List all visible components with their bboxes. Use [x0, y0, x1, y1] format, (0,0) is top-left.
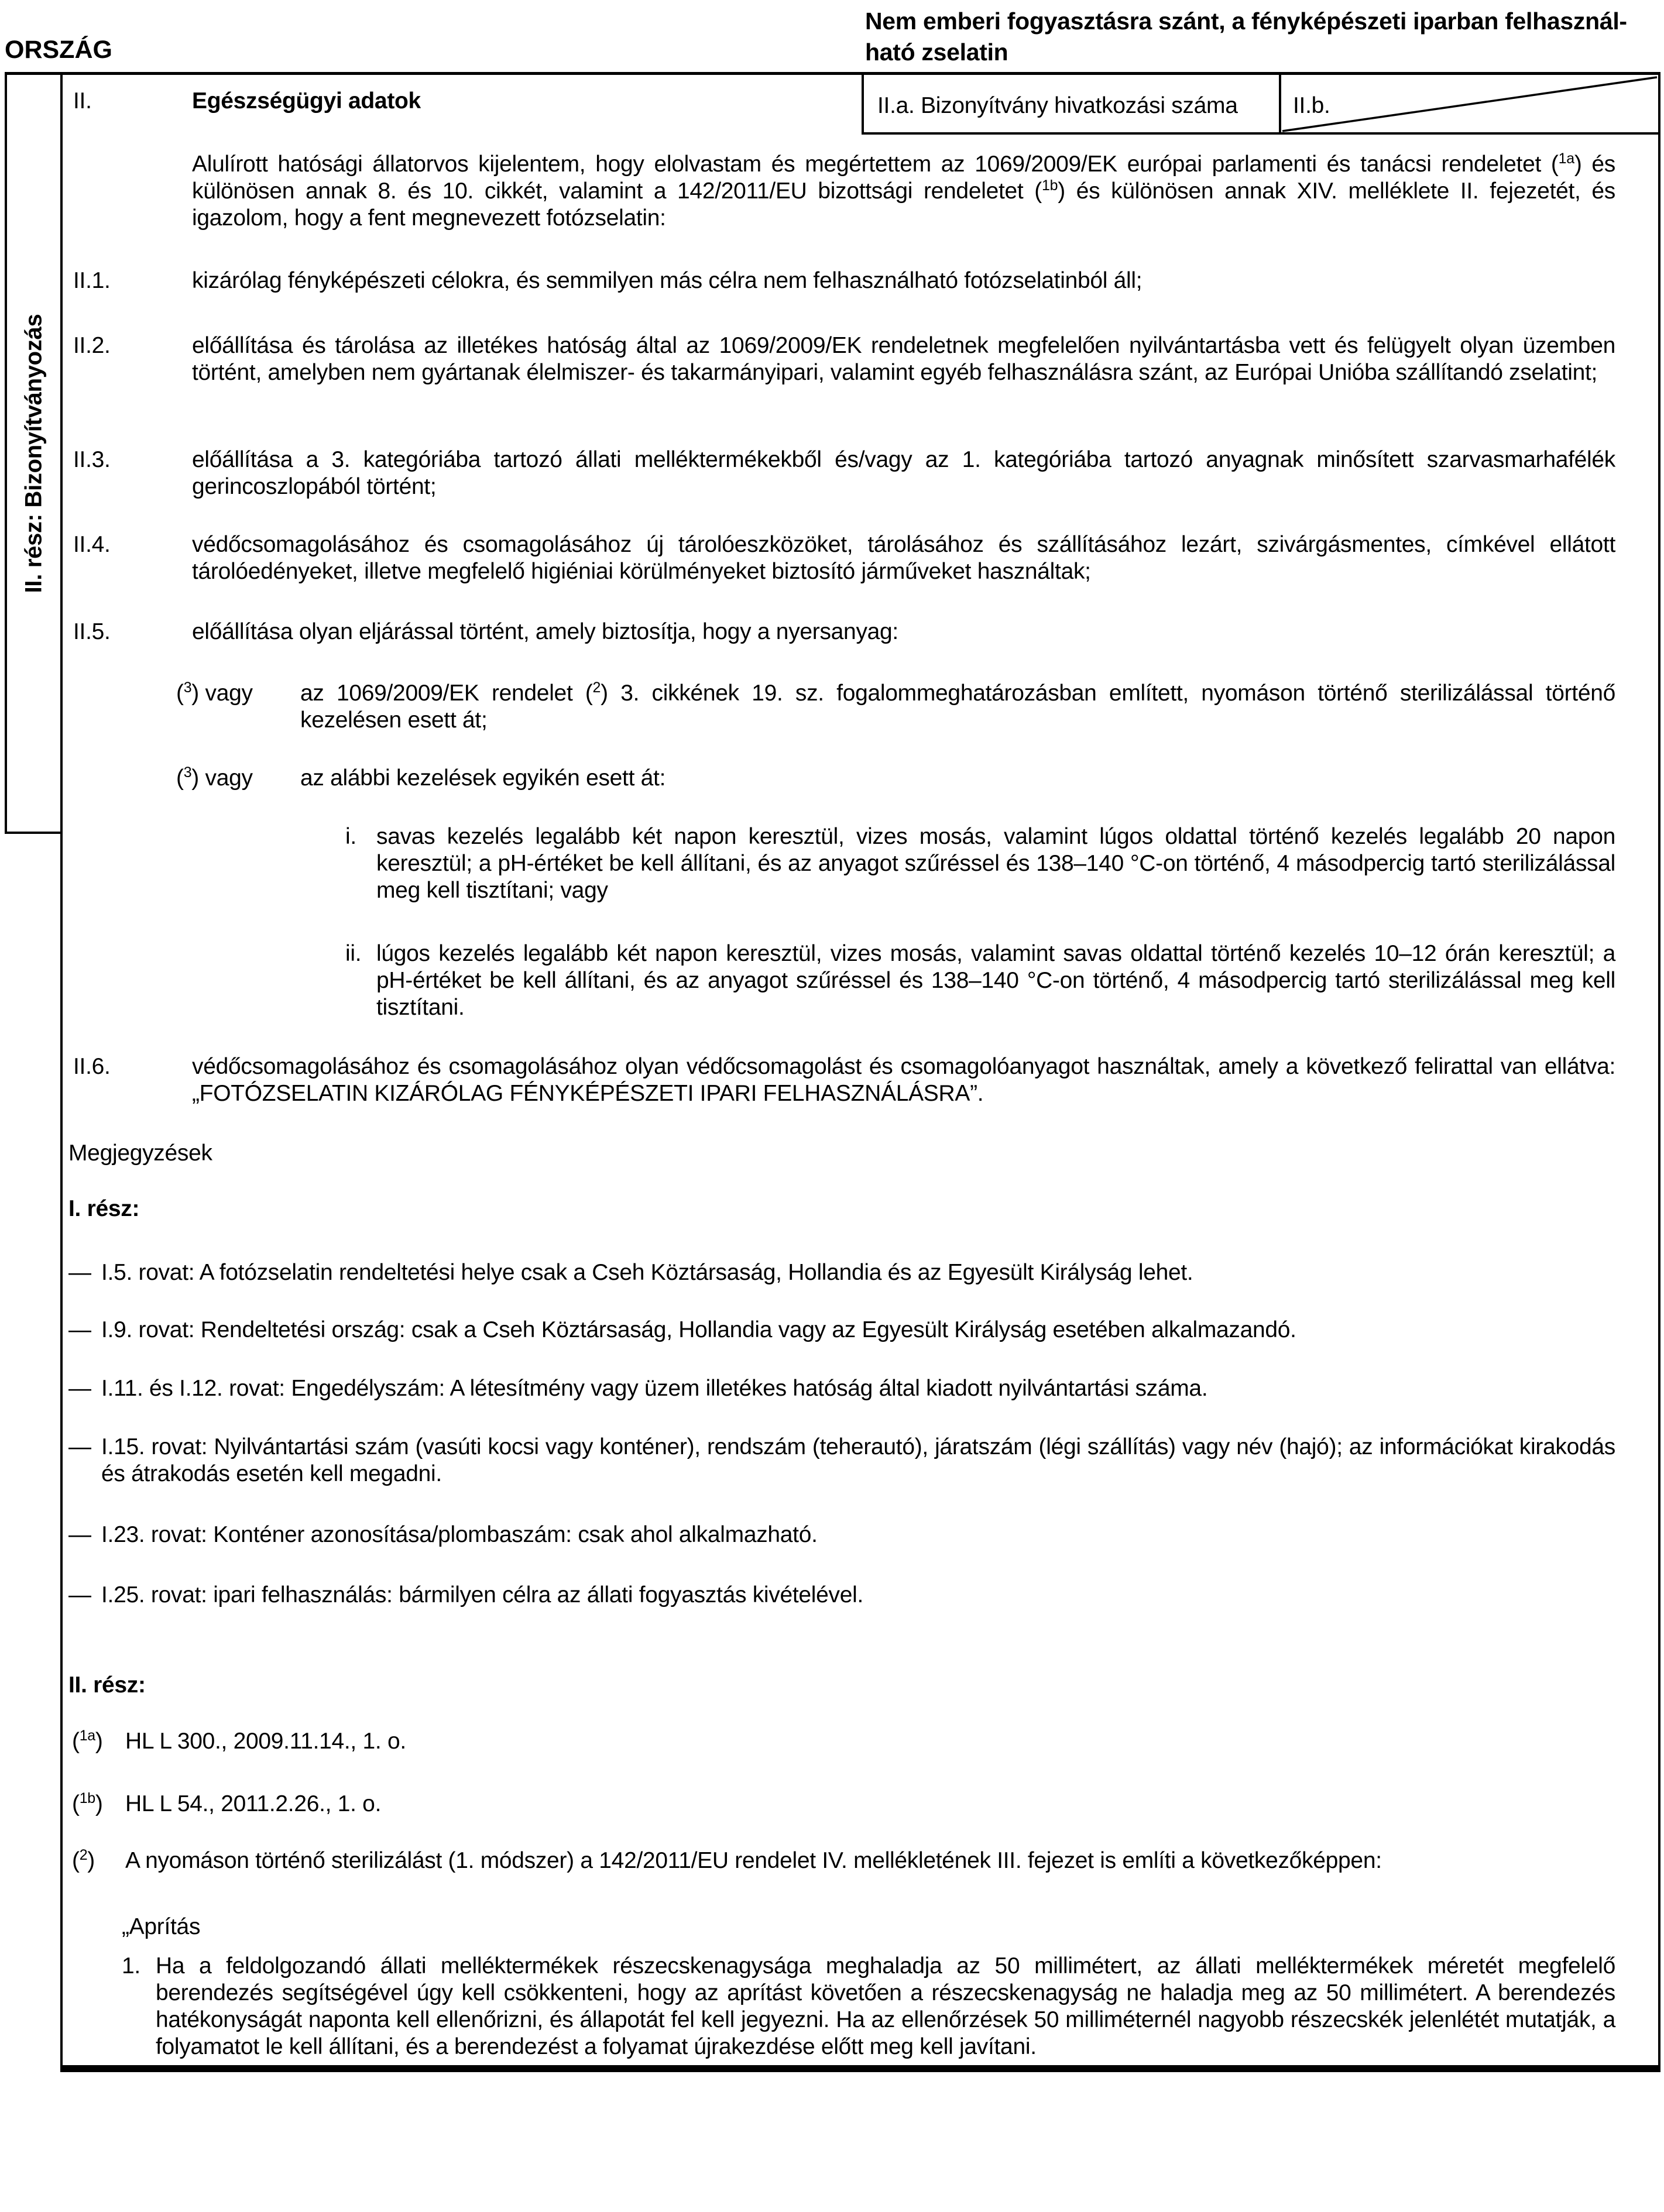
treatment-ii-text: lúgos kezelés legalább két napon keresztül, vizes mosás, valamint savas oldattal történő kezelés 10–12 órán keresztül; a pH-értéket be kell állítani, és az anyagot szűréssel és 138–140 °C-on történő, 4 másodpercig tartó sterilizálással meg kell tisztítani. — [376, 941, 1615, 1020]
item-ii1 — [63, 267, 1658, 294]
part1-heading-text: I. rész: — [68, 1196, 140, 1221]
dash-bullet: — — [68, 1434, 91, 1459]
or-clause-1 — [63, 680, 1658, 734]
item-ii6-number: II.6. — [73, 1054, 111, 1079]
notes-heading-text: Megjegyzések — [68, 1141, 212, 1166]
section-number: II. — [73, 88, 92, 114]
treatment-i-text: savas kezelés legalább két napon keresztül, vizes mosás, valamint lúgos oldattal történő kezelés legalább 20 napon keresztül; a pH-értéket be kell állítani, és az anyagot szűréssel és 138–140 °C-on történő, 4 másodpercig tartó sterilizálással meg kell tisztítani; vagy — [376, 824, 1615, 903]
footnote-1b-marker: ($^{1b}$) — [72, 1790, 103, 1816]
note-i15 — [63, 1434, 1658, 1488]
certificate-title-line-1: Nem emberi fogyasztásra szánt, a fényképészeti iparban felhasznál- — [865, 8, 1627, 35]
or-clause-2 — [63, 765, 1658, 792]
apritas-quote-text: „Aprítás — [122, 1914, 201, 1939]
dash-bullet: — — [68, 1522, 91, 1547]
item-ii3 — [63, 446, 1658, 500]
apritas-item-1-text: Ha a feldolgozandó állati melléktermékek részecskenagysága meghaladja az 50 millimétert, az állati melléktermékek méretét megfelelő berendezés segítségével úgy kell csökkenteni, hogy az aprítást követően a részecskenagyság ne haladja meg az 50 millimétert. A berendezés hatékonyságát naponta kell ellenőrizni, és állapotát fel kell jegyezni. Ha az ellenőrzések 50 milliméternél nagyobb részecskék jelenlétét mutatják, a folyamatot le kell állítani, és a berendezést a folyamat újrakezdése előtt meg kell javítani. — [156, 1953, 1615, 2059]
note-i25 — [63, 1582, 1658, 1609]
dash-bullet: — — [68, 1582, 91, 1608]
note-i11-i12 — [63, 1375, 1658, 1402]
footnote-1a-text: HL L 300., 2009.11.14., 1. o. — [125, 1729, 406, 1754]
country-label: ORSZÁG — [5, 36, 112, 64]
item-ii1-number: II.1. — [73, 268, 111, 293]
footnote-2-text: A nyomáson történő sterilizálást (1. módszer) a 142/2011/EU rendelet IV. mellékletének III. fejezet is említi a következőképpen: — [125, 1848, 1382, 1873]
item-ii5-text: előállítása olyan eljárással történt, amely biztosítja, hogy a nyersanyag: — [192, 619, 898, 644]
footnote-ref-1a: 1a — [1558, 150, 1574, 167]
or-clause-1-text: az 1069/2009/EK rendelet ($^2$) 3. cikkének 19. sz. fogalommeghatározásban említett, nyomáson történő sterilizálással történő kezelésen esett át; — [300, 679, 1615, 733]
certificate-title-line-2: ható zselatin — [865, 39, 1008, 66]
or-clause-1-marker: ($^3$) vagy — [176, 679, 253, 706]
certificate-reference-label: II.a. Bizonyítvány hivatkozási száma — [877, 93, 1238, 118]
item-ii4 — [63, 531, 1658, 585]
footnote-ref-3: 3 — [183, 764, 192, 781]
item-ii3-number: II.3. — [73, 447, 111, 472]
iib-diagonal-line — [1281, 76, 1658, 132]
dash-bullet: — — [68, 1317, 91, 1342]
certificate-title — [865, 6, 1664, 68]
item-ii5 — [63, 619, 1658, 645]
item-ii5-number: II.5. — [73, 619, 111, 644]
header-divider-left — [862, 75, 864, 135]
item-ii2-number: II.2. — [73, 333, 111, 358]
note-i9-text: I.9. rovat: Rendeltetési ország: csak a Cseh Köztársaság, Hollandia vagy az Egyesült Királyság esetében alkalmazandó. — [101, 1317, 1296, 1342]
item-ii4-text: védőcsomagolásához és csomagolásához új tárolóeszközöket, tárolásához és szállításához lezárt, szivárgásmentes, címkével ellátott tárolóedényeket, illetve megfelelő higiéniai körülményeket biztosító járműveket használtak; — [192, 532, 1615, 584]
sidebar-vertical-label: II. rész: Bizonyítványozás — [20, 314, 47, 593]
item-ii6-text: védőcsomagolásához és csomagolásához olyan védőcsomagolást és csomagolóanyagot használtak, amely a következő felirattal van ellátva: „FOTÓZSELATIN KIZÁRÓLAG FÉNYKÉPÉSZETI IPARI FELHASZNÁLÁSRA”. — [192, 1054, 1615, 1106]
treatment-i — [63, 823, 1658, 904]
sidebar-box — [5, 72, 60, 834]
item-ii4-number: II.4. — [73, 532, 111, 557]
item-ii2 — [63, 332, 1658, 386]
intro-declaration-text: Alulírott hatósági állatorvos kijelentem, hogy elolvastam és megértettem az 1069/2009/EK európai parlamenti és tanácsi rendeletet ($^{1a}$) és különösen annak 8. és 10. cikkét, valamint a 142/2011/EU bizottsági rendeletet ($^{1b}$) és különösen annak XIV. melléklete II. fejezetét, és igazolom, hogy a fent megnevezett fotózselatin: — [192, 150, 1615, 231]
treatment-ii-number: ii. — [345, 941, 362, 966]
item-ii3-text: előállítása a 3. kategóriába tartozó állati melléktermékekből és/vagy az 1. kategóriába tartozó anyagnak minősített szarvasmarhafélék gerincoszlopából történt; — [192, 447, 1615, 499]
or-clause-2-marker: ($^3$) vagy — [176, 764, 253, 791]
part2-heading-text: II. rész: — [68, 1672, 146, 1698]
treatment-i-number: i. — [345, 824, 356, 849]
item-ii6 — [63, 1053, 1658, 1107]
treatment-ii — [63, 940, 1658, 1021]
footnote-ref-3: 3 — [183, 679, 192, 696]
dash-bullet: — — [68, 1260, 91, 1285]
intro-declaration — [63, 151, 1658, 232]
note-i5 — [63, 1259, 1658, 1286]
item-ii1-text: kizárólag fényképészeti célokra, és semmilyen más célra nem felhasználható fotózselatinból áll; — [192, 268, 1143, 293]
section-title: Egészségügyi adatok — [192, 88, 421, 114]
apritas-item-1-number: 1. — [122, 1953, 140, 1979]
footnote-ref-1b: 1b — [1041, 177, 1058, 194]
apritas-quote — [63, 1914, 1658, 1940]
dash-bullet: — — [68, 1376, 91, 1401]
note-i25-text: I.25. rovat: ipari felhasználás: bármilyen célra az állati fogyasztás kivételével. — [101, 1582, 864, 1608]
note-i23 — [63, 1521, 1658, 1548]
item-ii2-text: előállítása és tárolása az illetékes hatóság által az 1069/2009/EK rendeletnek megfelelően nyilvántartásba vett és felügyelt olyan üzemben történt, amelyben nem gyártanak élelmiszer- és takarmányipari, valamint egyéb felhasználásra szánt, az Európai Unióba szállítandó zselatint; — [192, 333, 1615, 385]
note-i11-i12-text: I.11. és I.12. rovat: Engedélyszám: A létesítmény vagy üzem illetékes hatóság által kiadott nyilvántartási száma. — [101, 1376, 1208, 1401]
certificate-main-box — [60, 72, 1660, 2072]
note-i15-text: I.15. rovat: Nyilvántartási szám (vasúti kocsi vagy konténer), rendszám (teherautó), járatszám (légi szállítás) vagy név (hajó); az információkat kirakodás és átrakodás esetén kell megadni. — [101, 1434, 1615, 1486]
footnote-1b-text: HL L 54., 2011.2.26., 1. o. — [125, 1791, 382, 1816]
footnote-1a-marker: ($^{1a}$) — [72, 1727, 103, 1754]
footnote-ref-2: 2 — [592, 679, 601, 696]
note-i9 — [63, 1317, 1658, 1344]
apritas-item-1 — [63, 1953, 1658, 2060]
footnote-2 — [63, 1847, 1658, 1874]
footnote-2-marker: ($^2$) — [72, 1847, 95, 1873]
iib-label: II.b. — [1293, 93, 1330, 118]
footnote-1b — [63, 1791, 1658, 1818]
footnote-1a — [63, 1728, 1658, 1755]
or-clause-2-text: az alábbi kezelések egyikén esett át: — [300, 765, 666, 791]
note-i23-text: I.23. rovat: Konténer azonosítása/plombaszám: csak ahol alkalmazható. — [101, 1522, 818, 1547]
note-i5-text: I.5. rovat: A fotózselatin rendeltetési helye csak a Cseh Köztársaság, Hollandia és az Egyesült Királyság lehet. — [101, 1260, 1193, 1285]
header-row-bottom-rule — [862, 132, 1658, 135]
